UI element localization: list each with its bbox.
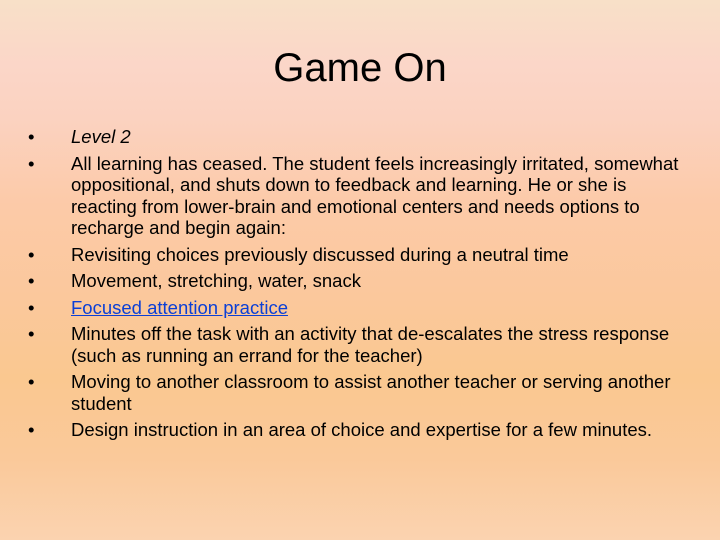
- focused-attention-link[interactable]: Focused attention practice: [71, 296, 288, 318]
- bullet-dot-icon: •: [28, 152, 35, 174]
- bullet-text: All learning has ceased. The student feels increasingly irritated, somewhat oppositional, and shuts down to feedback and learning. He or she is reacting from lower-brain and emotional centers and needs options to recharge and begin again:: [71, 152, 679, 238]
- bullet-learning-ceased: [28, 153, 688, 239]
- bullet-focused-attention: [28, 297, 688, 319]
- bullet-another-classroom: [28, 371, 688, 414]
- bullet-dot-icon: •: [28, 296, 35, 318]
- bullet-text: Moving to another classroom to assist another teacher or serving another student: [71, 371, 671, 414]
- bullet-design-instruction: [28, 419, 688, 441]
- bullet-dot-icon: •: [28, 126, 35, 147]
- bullet-text: Movement, stretching, water, snack: [71, 270, 361, 291]
- bullet-minutes-off: [28, 323, 688, 366]
- bullet-text: Minutes off the task with an activity that de-escalates the stress response (such as running an errand for the teacher): [71, 323, 670, 366]
- bullet-dot-icon: •: [28, 371, 35, 392]
- bullet-dot-icon: •: [28, 270, 35, 291]
- bullet-list: [28, 126, 688, 441]
- bullet-text: Design instruction in an area of choice and expertise for a few minutes.: [71, 419, 653, 440]
- bullet-dot-icon: •: [28, 419, 35, 440]
- bullet-dot-icon: •: [28, 243, 35, 265]
- bullet-text: Revisiting choices previously discussed during a neutral time: [71, 243, 569, 265]
- slide-content: [28, 126, 688, 446]
- bullet-dot-icon: •: [28, 323, 35, 344]
- bullet-revisiting-choices: [28, 244, 688, 266]
- bullet-level-2: [28, 126, 688, 148]
- bullet-movement: [28, 270, 688, 292]
- slide-title: Game On: [273, 46, 447, 90]
- bullet-text: Level 2: [71, 126, 131, 147]
